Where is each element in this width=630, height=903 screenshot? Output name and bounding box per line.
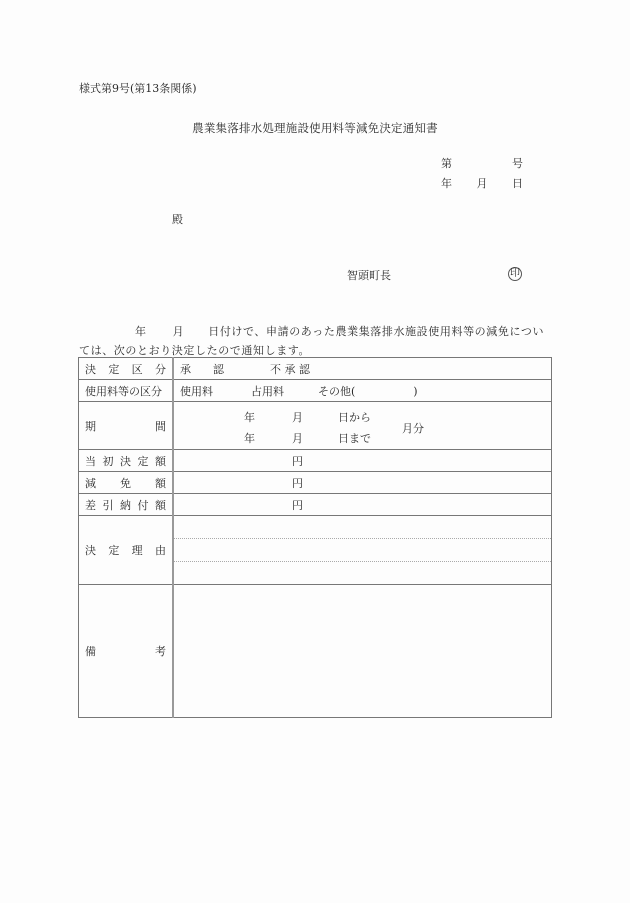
body-text: 日付けで、申請のあった農業集落排水施設使用料等の減免については、次のとおり決定したので通知します。	[79, 325, 545, 357]
body-year: 年	[135, 325, 147, 338]
fee-type-options[interactable]: 使用料 占用料 その他( )	[173, 380, 552, 402]
remarks-field[interactable]	[173, 585, 552, 718]
table-row-initial-amount: 当 初 決 定 額 円	[79, 450, 552, 472]
table-row-net-payment: 差 引 納 付 額 円	[79, 494, 552, 516]
net-payment-field[interactable]: 円	[173, 494, 552, 516]
initial-amount-field[interactable]: 円	[173, 450, 552, 472]
document-number	[441, 155, 523, 171]
table-row-fee-type	[79, 380, 552, 402]
reason-line[interactable]	[174, 539, 551, 562]
table-row-reason: 決 定 理 由	[79, 516, 552, 585]
option-usage-fee[interactable]: 使用料	[180, 384, 213, 398]
document-date	[441, 175, 523, 191]
months-label: 月分	[402, 422, 424, 435]
sender-name: 智頭町長	[347, 269, 391, 282]
date-month: 月	[476, 177, 488, 190]
label-fee-type: 使用料等の区分	[79, 380, 174, 402]
decision-options[interactable]	[173, 358, 552, 380]
decision-table	[78, 357, 552, 718]
doc-no-suffix: 号	[512, 157, 523, 170]
option-approved[interactable]: 承 認	[180, 362, 224, 376]
notice-body	[79, 322, 553, 360]
reason-field[interactable]	[173, 516, 552, 585]
table-row-reduction: 減 免 額 円	[79, 472, 552, 494]
reason-line[interactable]	[174, 562, 551, 584]
table-row-remarks: 備 考	[79, 585, 552, 718]
form-number: 様式第9号(第13条関係)	[79, 82, 197, 95]
reduction-amount-field[interactable]: 円	[173, 472, 552, 494]
addressee-honorific: 殿	[172, 213, 183, 226]
label-cell: 決 定 区 分	[79, 358, 174, 380]
date-day: 日	[512, 177, 523, 190]
reason-line[interactable]	[174, 516, 551, 539]
date-year: 年	[441, 177, 452, 190]
document-title: 農業集落排水処理施設使用料等減免決定通知書	[192, 121, 438, 135]
doc-no-prefix: 第	[441, 157, 452, 170]
table-row-decision	[79, 358, 552, 380]
period-cell[interactable]: 年 月 日から 年 月 日まで 月分	[173, 402, 552, 450]
table-row-period: 期 間 年 月 日から 年 月 日まで 月分	[79, 402, 552, 450]
option-occupancy-fee[interactable]: 占用料	[251, 384, 284, 398]
body-month: 月	[172, 325, 185, 338]
option-other[interactable]: その他(	[318, 384, 356, 398]
seal-icon: 印	[510, 268, 520, 279]
option-rejected[interactable]: 不 承 認	[270, 362, 310, 376]
